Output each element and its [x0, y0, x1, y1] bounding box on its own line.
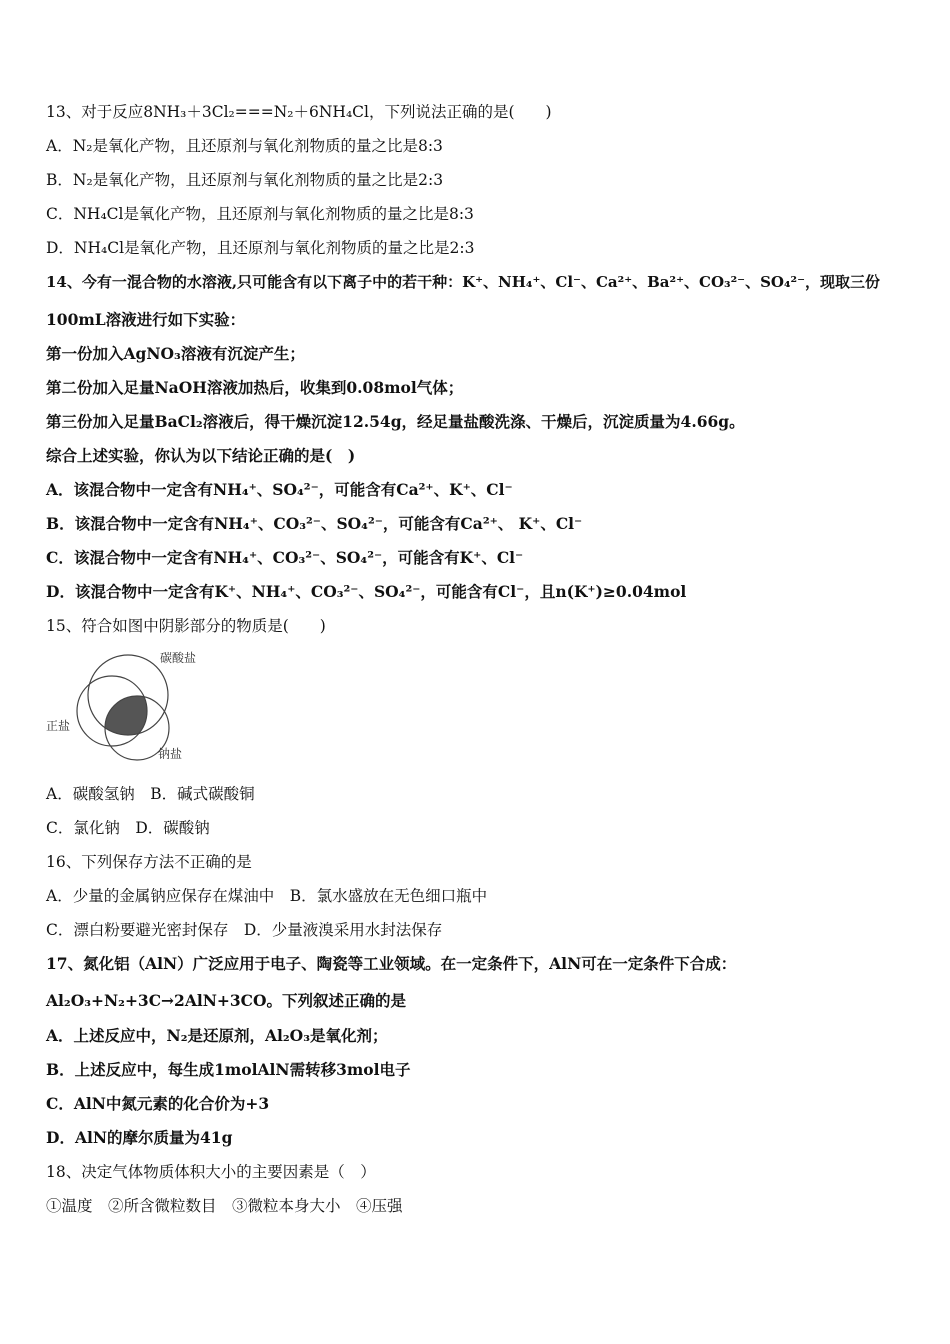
- q17-option-c: C．AlN中氮元素的化合价为+3: [46, 1094, 270, 1113]
- q14-question: 综合上述实验，你认为以下结论正确的是( ): [46, 446, 356, 465]
- venn-label-sodium-salt: 钠盐: [158, 747, 183, 761]
- venn-label-normal-salt: 正盐: [46, 719, 71, 733]
- q16-stem: 16、下列保存方法不正确的是: [46, 853, 252, 871]
- q14-option-a: A．该混合物中一定含有NH₄⁺、SO₄²⁻，可能含有Ca²⁺、K⁺、Cl⁻: [46, 480, 513, 499]
- q17-option-a: A．上述反应中，N₂是还原剂，Al₂O₃是氧化剂；: [46, 1026, 388, 1045]
- q13-option-d: D．NH₄Cl是氧化产物，且还原剂与氧化剂物质的量之比是2:3: [46, 239, 475, 257]
- q17-option-d: D．AlN的摩尔质量为41g: [46, 1128, 233, 1147]
- q14-option-b: B．该混合物中一定含有NH₄⁺、CO₃²⁻、SO₄²⁻，可能含有Ca²⁺、 K⁺、Cl⁻: [46, 514, 583, 533]
- q14-experiment-3: 第三份加入足量BaCl₂溶液后，得干燥沉淀12.54g，经足量盐酸洗涤、干燥后，沉淀质量为4.66g。: [46, 412, 745, 431]
- q17-option-b: B．上述反应中，每生成1molAlN需转移3mol电子: [46, 1060, 411, 1079]
- q18-options: ①温度 ②所含微粒数目 ③微粒本身大小 ④压强: [46, 1197, 403, 1215]
- q14-option-c: C．该混合物中一定含有NH₄⁺、CO₃²⁻、SO₄²⁻，可能含有K⁺、Cl⁻: [46, 548, 524, 567]
- q15-options-cd: C．氯化钠 D．碳酸钠: [46, 819, 210, 837]
- q13-stem: 13、对于反应8NH₃＋3Cl₂===N₂＋6NH₄Cl，下列说法正确的是( ): [46, 103, 552, 121]
- q14-stem-line1: 14、今有一混合物的水溶液,只可能含有以下离子中的若干种：K⁺、NH₄⁺、Cl⁻、Ca²⁺、Ba²⁺、CO₃²⁻、SO₄²⁻，现取三份: [46, 273, 881, 291]
- venn-diagram: [40, 648, 210, 768]
- q18-stem: 18、决定气体物质体积大小的主要因素是（ ）: [46, 1163, 376, 1181]
- q13-option-a: A．N₂是氧化产物，且还原剂与氧化剂物质的量之比是8:3: [46, 137, 443, 155]
- q15-options-ab: A．碳酸氢钠 B．碱式碳酸铜: [46, 785, 255, 803]
- q13-option-b: B．N₂是氧化产物，且还原剂与氧化剂物质的量之比是2:3: [46, 171, 444, 189]
- q17-stem-line1: 17、氮化铝（AlN）广泛应用于电子、陶瓷等工业领域。在一定条件下，AlN可在一定条件下合成：: [46, 954, 737, 973]
- q14-experiment-1: 第一份加入AgNO₃溶液有沉淀产生；: [46, 344, 305, 363]
- q13-option-c: C．NH₄Cl是氧化产物，且还原剂与氧化剂物质的量之比是8:3: [46, 205, 474, 223]
- q17-stem-line2: Al₂O₃+N₂+3C→2AlN+3CO。下列叙述正确的是: [46, 991, 407, 1010]
- q14-option-d: D．该混合物中一定含有K⁺、NH₄⁺、CO₃²⁻、SO₄²⁻，可能含有Cl⁻，且n(K⁺)≥0.04mol: [46, 582, 687, 601]
- q14-experiment-2: 第二份加入足量NaOH溶液加热后，收集到0.08mol气体；: [46, 378, 464, 397]
- q16-options-cd: C．漂白粉要避光密封保存 D．少量液溴采用水封法保存: [46, 921, 443, 939]
- venn-label-carbonate: 碳酸盐: [160, 651, 197, 665]
- q14-stem-line2: 100mL溶液进行如下实验：: [46, 310, 246, 329]
- q16-options-ab: A．少量的金属钠应保存在煤油中 B．氯水盛放在无色细口瓶中: [46, 887, 488, 905]
- q15-stem: 15、符合如图中阴影部分的物质是( ): [46, 617, 326, 635]
